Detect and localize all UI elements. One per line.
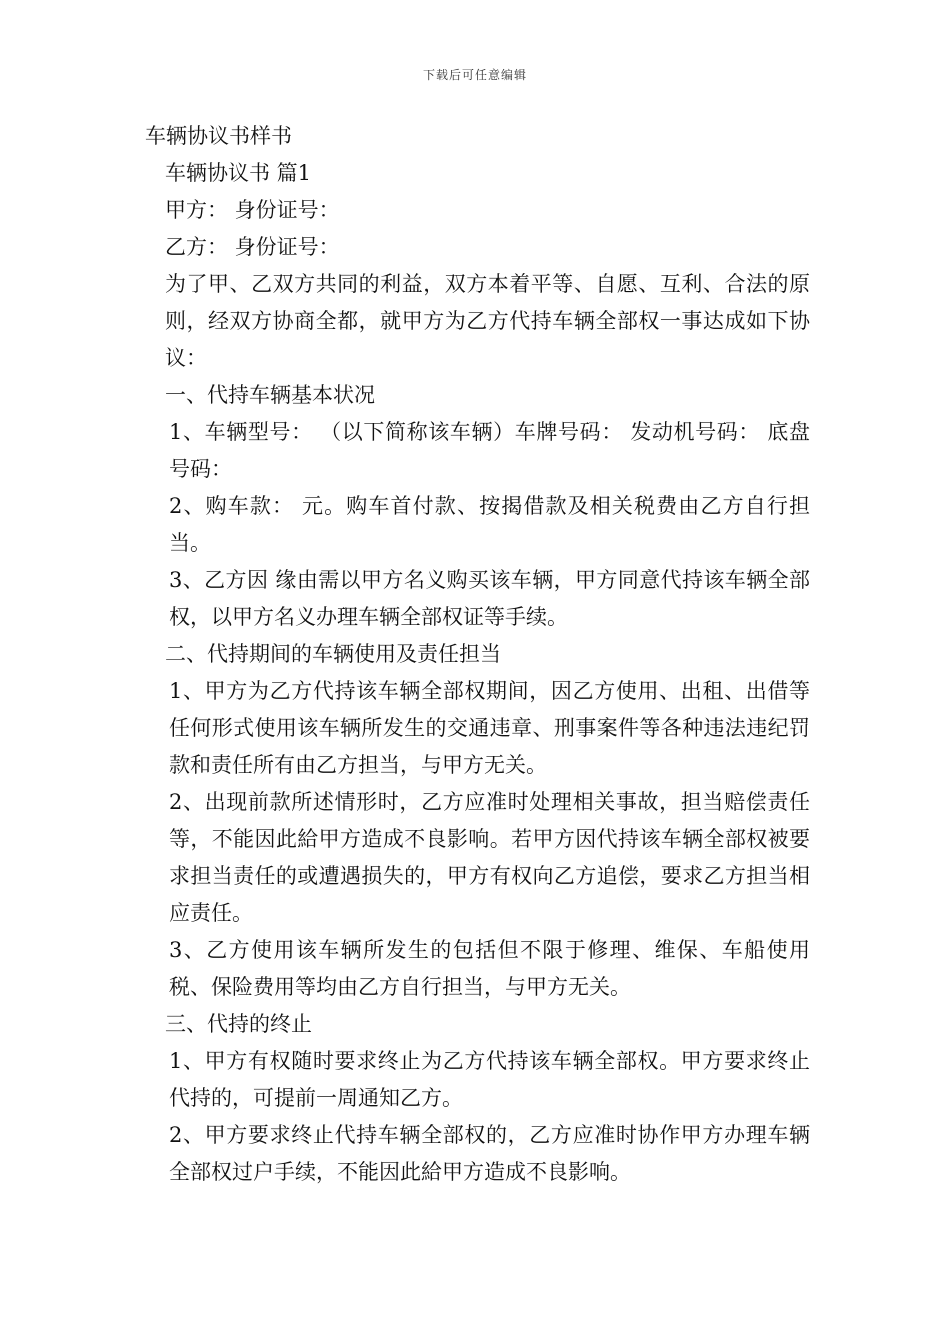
party-a-line: 甲方： 身份证号： [165, 198, 340, 222]
section-3-item-1: 1、甲方有权随时要求终止为乙方代持该车辆全部权。甲方要求终止代持的，可提前一周通知乙方。 [169, 1049, 810, 1110]
section-2-item-1: 1、甲方为乙方代持该车辆全部权期间，因乙方使用、出租、出借等任何形式使用该车辆所发生的交通违章、刑事案件等各种违法违纪罚款和责任所有由乙方担当，与甲方无关。 [169, 679, 810, 777]
section-2-item-3: 3、乙方使用该车辆所发生的包括但不限于修理、维保、车船使用税、保险费用等均由乙方自行担当，与甲方无关。 [169, 938, 810, 999]
document-title: 车辆协议书样书 [145, 124, 292, 148]
section-2-heading: 二、代持期间的车辆使用及责任担当 [165, 642, 501, 666]
section-1-item-1: 1、车辆型号： （以下简称该车辆）车牌号码： 发动机号码： 底盘号码： [169, 420, 810, 481]
document-subtitle: 车辆协议书 篇1 [165, 161, 312, 185]
section-3-heading: 三、代持的终止 [165, 1012, 312, 1036]
section-2-item-2: 2、出现前款所述情形时，乙方应准时处理相关事故，担当赔偿责任等，不能因此給甲方造成不良影响。若甲方因代持该车辆全部权被要求担当责任的或遭遇损失的，甲方有权向乙方追偿，要求乙方担当相应责任。 [169, 790, 810, 925]
intro-paragraph: 为了甲、乙双方共同的利益，双方本着平等、自愿、互利、合法的原则，经双方协商全都，就甲方为乙方代持车辆全部权一事达成如下协议： [165, 272, 810, 370]
section-1-item-2: 2、购车款： 元。购车首付款、按揭借款及相关税费由乙方自行担当。 [169, 494, 810, 555]
document-body [145, 118, 810, 1191]
section-1-heading: 一、代持车辆基本状况 [165, 383, 375, 407]
party-b-line: 乙方： 身份证号： [165, 235, 340, 259]
header-note: 下载后可任意编辑 [422, 68, 527, 82]
section-3-item-2: 2、甲方要求终止代持车辆全部权的，乙方应准时协作甲方办理车辆全部权过户手续，不能因此給甲方造成不良影响。 [169, 1123, 810, 1184]
section-1-item-3: 3、乙方因 缘由需以甲方名义购买该车辆，甲方同意代持该车辆全部权，以甲方名义办理车辆全部权证等手续。 [169, 568, 810, 629]
